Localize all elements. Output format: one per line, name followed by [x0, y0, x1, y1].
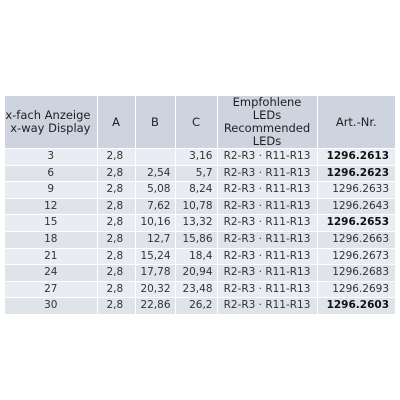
cell-b: 7,62 [135, 198, 175, 215]
cell-recommended-leds: R2-R3 · R11-R13 [217, 182, 317, 199]
cell-a: 2,8 [97, 298, 135, 314]
cell-display-count: 30 [5, 298, 97, 314]
cell-c: 23,48 [175, 281, 217, 298]
cell-recommended-leds: R2-R3 · R11-R13 [217, 215, 317, 232]
cell-article-number: 1296.2613 [317, 149, 395, 166]
cell-display-count: 12 [5, 198, 97, 215]
cell-recommended-leds: R2-R3 · R11-R13 [217, 198, 317, 215]
cell-c: 18,4 [175, 248, 217, 265]
cell-recommended-leds: R2-R3 · R11-R13 [217, 149, 317, 166]
table-row [5, 215, 395, 232]
table-row [5, 298, 395, 314]
cell-article-number: 1296.2643 [317, 198, 395, 215]
cell-display-count: 15 [5, 215, 97, 232]
cell-a: 2,8 [97, 198, 135, 215]
cell-b: 22,86 [135, 298, 175, 314]
header-b: B [135, 96, 175, 149]
cell-recommended-leds: R2-R3 · R11-R13 [217, 248, 317, 265]
cell-recommended-leds: R2-R3 · R11-R13 [217, 265, 317, 282]
cell-display-count: 24 [5, 265, 97, 282]
cell-a: 2,8 [97, 248, 135, 265]
cell-a: 2,8 [97, 281, 135, 298]
cell-c: 26,2 [175, 298, 217, 314]
cell-recommended-leds: R2-R3 · R11-R13 [217, 231, 317, 248]
cell-article-number: 1296.2633 [317, 182, 395, 199]
cell-a: 2,8 [97, 265, 135, 282]
cell-article-number: 1296.2663 [317, 231, 395, 248]
table-row [5, 248, 395, 265]
cell-article-number: 1296.2673 [317, 248, 395, 265]
cell-c: 3,16 [175, 149, 217, 166]
cell-c: 5,7 [175, 165, 217, 182]
cell-a: 2,8 [97, 149, 135, 166]
cell-article-number: 1296.2623 [317, 165, 395, 182]
table-body [5, 149, 395, 314]
cell-b: 15,24 [135, 248, 175, 265]
spec-table [5, 96, 395, 314]
cell-display-count: 9 [5, 182, 97, 199]
table-row [5, 182, 395, 199]
header-article-number: Art.-Nr. [317, 96, 395, 149]
table-row [5, 265, 395, 282]
cell-a: 2,8 [97, 231, 135, 248]
cell-display-count: 21 [5, 248, 97, 265]
header-display-count-en: x-way Display [10, 121, 91, 135]
cell-article-number: 1296.2683 [317, 265, 395, 282]
cell-recommended-leds: R2-R3 · R11-R13 [217, 281, 317, 298]
cell-display-count: 18 [5, 231, 97, 248]
cell-a: 2,8 [97, 215, 135, 232]
cell-article-number: 1296.2603 [317, 298, 395, 314]
cell-a: 2,8 [97, 165, 135, 182]
table-row [5, 149, 395, 166]
cell-b: 20,32 [135, 281, 175, 298]
cell-b: 5,08 [135, 182, 175, 199]
table-header-row [5, 96, 395, 149]
table-row [5, 231, 395, 248]
header-c: C [175, 96, 217, 149]
cell-c: 20,94 [175, 265, 217, 282]
cell-c: 13,32 [175, 215, 217, 232]
cell-c: 10,78 [175, 198, 217, 215]
cell-c: 8,24 [175, 182, 217, 199]
cell-b [135, 149, 175, 166]
cell-recommended-leds: R2-R3 · R11-R13 [217, 298, 317, 314]
header-a: A [97, 96, 135, 149]
cell-article-number: 1296.2693 [317, 281, 395, 298]
cell-c: 15,86 [175, 231, 217, 248]
cell-display-count: 6 [5, 165, 97, 182]
cell-display-count: 3 [5, 149, 97, 166]
spec-table-container [5, 96, 395, 314]
cell-b: 17,78 [135, 265, 175, 282]
cell-recommended-leds: R2-R3 · R11-R13 [217, 165, 317, 182]
header-leds-en: Recommended LEDs [223, 121, 311, 148]
cell-b: 12,7 [135, 231, 175, 248]
cell-b: 10,16 [135, 215, 175, 232]
cell-b: 2,54 [135, 165, 175, 182]
header-leds [217, 96, 317, 149]
cell-display-count: 27 [5, 281, 97, 298]
header-display-count [5, 96, 97, 149]
header-leds-de: Empfohlene LEDs [232, 95, 302, 122]
table-row [5, 198, 395, 215]
table-row [5, 281, 395, 298]
header-display-count-de: x-fach Anzeige [5, 108, 91, 122]
cell-article-number: 1296.2653 [317, 215, 395, 232]
table-row [5, 165, 395, 182]
cell-a: 2,8 [97, 182, 135, 199]
